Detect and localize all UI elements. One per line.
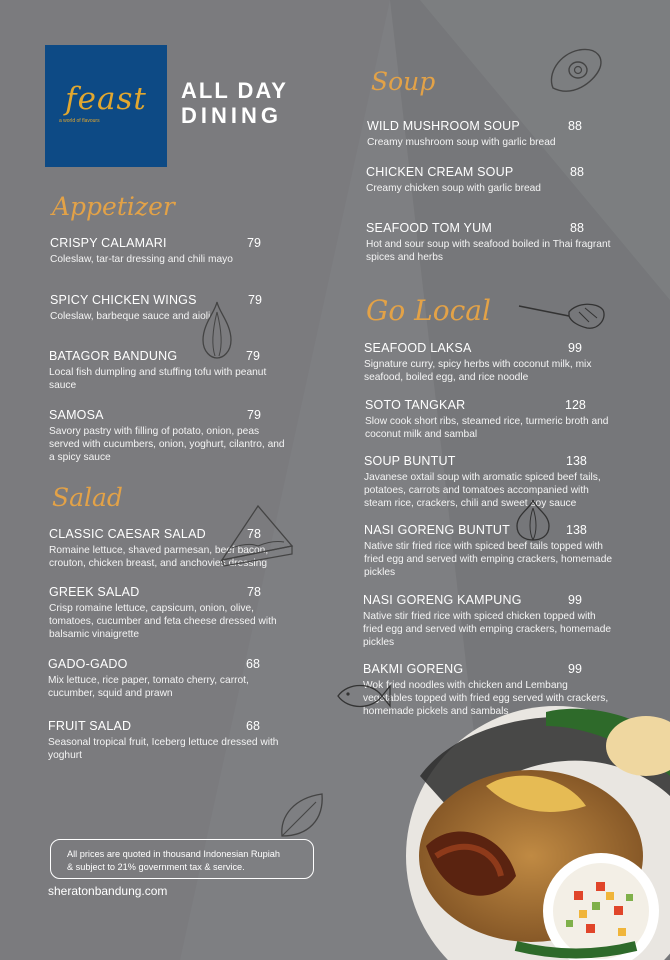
item-description: Local fish dumpling and stuffing tofu with peanut sauce xyxy=(49,367,267,392)
item-description: Coleslaw, tar-tar dressing and chili mayo xyxy=(50,254,233,265)
item-name: SOUP BUNTUT xyxy=(364,454,456,468)
menu-item xyxy=(366,165,596,195)
item-description: Seasonal tropical fruit, Iceberg lettuce dressed with yoghurt xyxy=(48,737,279,762)
price-note-line-1: All prices are quoted in thousand Indonesian Rupiah xyxy=(67,849,280,859)
item-name: SPICY CHICKEN WINGS xyxy=(50,293,197,307)
garlic-icon xyxy=(513,498,553,542)
item-name: GADO-GADO xyxy=(48,657,128,671)
item-description: Native stir fried rice with spiced chicken topped with fried egg and served with emping crackers, homemade pickles xyxy=(363,611,612,649)
item-description: Hot and sour soup with seafood boiled in Thai fragrant spices and herbs xyxy=(366,239,611,264)
soup-heading: Soup xyxy=(371,67,436,96)
item-price: 68 xyxy=(246,719,260,733)
item-description: Native stir fried rice with spiced beef tails topped with fried egg and served with emping crackers, homemade pickles xyxy=(364,541,613,579)
item-description: Savory pastry with filling of potato, onion, peas served with cucumbers, onion, yoghurt, cilantro, and a spicy sauce xyxy=(49,426,285,464)
item-price: 88 xyxy=(570,165,584,179)
item-price: 99 xyxy=(568,341,582,355)
title-line-2: DINING xyxy=(181,103,282,128)
item-price: 88 xyxy=(570,221,584,235)
item-name: NASI GORENG KAMPUNG xyxy=(363,593,522,607)
item-description: Creamy chicken soup with garlic bread xyxy=(366,183,541,194)
menu-item xyxy=(49,585,294,642)
item-name: CHICKEN CREAM SOUP xyxy=(366,165,514,179)
item-name: NASI GORENG BUNTUT xyxy=(364,523,510,537)
menu-item xyxy=(364,523,614,580)
item-price: 78 xyxy=(247,527,261,541)
item-name: CLASSIC CAESAR SALAD xyxy=(49,527,206,541)
item-price: 99 xyxy=(568,662,582,676)
item-name: SEAFOOD LAKSA xyxy=(364,341,472,355)
item-price: 78 xyxy=(247,585,261,599)
menu-item xyxy=(50,293,285,323)
menu-item xyxy=(49,408,289,465)
item-price: 79 xyxy=(248,293,262,307)
item-description: Creamy mushroom soup with garlic bread xyxy=(367,137,556,148)
item-price: 79 xyxy=(246,349,260,363)
sandwich-icon xyxy=(218,500,296,570)
item-price: 138 xyxy=(566,454,587,468)
item-name: CRISPY CALAMARI xyxy=(50,236,167,250)
item-name: FRUIT SALAD xyxy=(48,719,132,733)
menu-item xyxy=(48,719,298,762)
logo-tagline: a world of flavours xyxy=(59,118,100,124)
item-description: Romaine lettuce, shaved parmesan, beef bacon, crouton, chicken breast, and anchovies dressing xyxy=(49,545,269,570)
spatula-icon xyxy=(517,294,607,336)
item-name: WILD MUSHROOM SOUP xyxy=(367,119,520,133)
item-price: 99 xyxy=(568,593,582,607)
item-name: SEAFOOD TOM YUM xyxy=(366,221,492,235)
item-description: Crisp romaine lettuce, capsicum, onion, olive, tomatoes, cucumber and feta cheese dressed with balsamic vinaigrette xyxy=(49,603,277,641)
leaf-icon xyxy=(276,790,328,842)
menu-item xyxy=(48,657,273,700)
menu-item xyxy=(364,341,614,384)
menu-item xyxy=(366,221,616,264)
fish-icon xyxy=(332,678,392,714)
item-price: 138 xyxy=(566,523,587,537)
item-description: Mix lettuce, rice paper, tomato cherry, carrot, cucumber, squid and prawn xyxy=(48,675,249,700)
menu-item xyxy=(365,398,615,441)
item-description: Wok fried noodles with chicken and Lembang vegetables topped with fried egg served with crackers, homemade pickels and sambals xyxy=(363,680,609,718)
item-price: 79 xyxy=(247,236,261,250)
item-description: Javanese oxtail soup with aromatic spiced beef tails, potatoes, carrots and tomatoes accompanied with steam rice, crackers, chili and sweet soy sauce xyxy=(364,472,601,510)
item-description: Signature curry, spicy herbs with coconut milk, mix seafood, boiled egg, and rice noodle xyxy=(364,359,592,384)
item-description: Slow cook short ribs, steamed rice, turmeric broth and coconut milk and sambal xyxy=(365,416,609,441)
website-link[interactable]: sheratonbandung.com xyxy=(48,884,168,898)
item-price: 88 xyxy=(568,119,582,133)
feast-logo xyxy=(45,45,167,167)
item-price: 128 xyxy=(565,398,586,412)
menu-item xyxy=(363,593,613,650)
item-name: SAMOSA xyxy=(49,408,104,422)
item-price: 79 xyxy=(247,408,261,422)
avocado-icon xyxy=(545,44,607,100)
onion-icon xyxy=(197,298,237,362)
appetizer-heading: Appetizer xyxy=(52,192,175,221)
page-title xyxy=(181,78,288,128)
item-name: BAKMI GORENG xyxy=(363,662,464,676)
menu-item xyxy=(364,454,614,511)
menu-item xyxy=(50,236,285,266)
go-local-heading: Go Local xyxy=(366,294,491,327)
item-description: Coleslaw, barbeque sauce and aioli xyxy=(50,311,211,322)
menu-item xyxy=(367,119,597,149)
item-name: SOTO TANGKAR xyxy=(365,398,466,412)
title-line-1: ALL DAY xyxy=(181,78,288,103)
price-note-line-2: & subject to 21% government tax & service. xyxy=(67,861,245,872)
item-name: GREEK SALAD xyxy=(49,585,140,599)
price-note-box xyxy=(50,839,314,879)
salad-heading: Salad xyxy=(52,483,123,512)
logo-wordmark: feast xyxy=(65,81,147,117)
fried-rice-dish-image xyxy=(396,706,670,960)
menu-item xyxy=(49,349,289,392)
item-price: 68 xyxy=(246,657,260,671)
item-name: BATAGOR BANDUNG xyxy=(49,349,178,363)
